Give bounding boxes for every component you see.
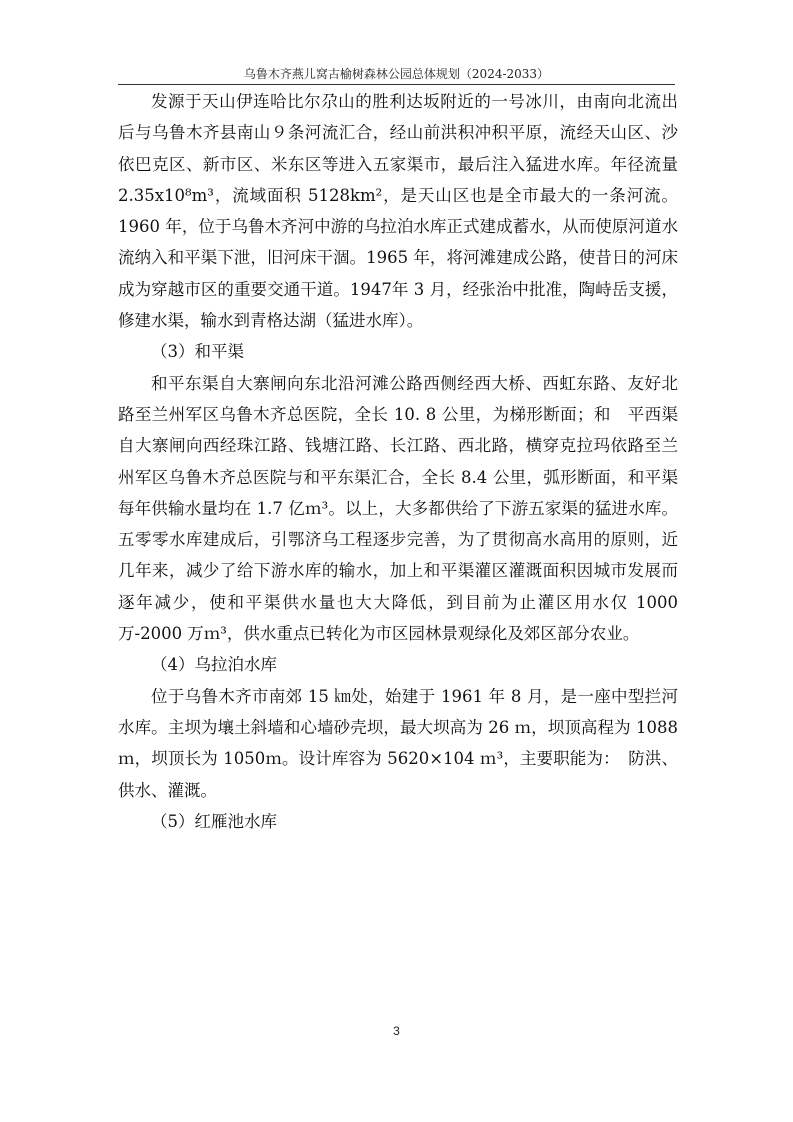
section-heading-heping-canal: （3）和平渠	[151, 342, 244, 362]
body-text	[118, 86, 678, 837]
paragraph-wulabo-reservoir: 位于乌鲁木齐市南郊 15 ㎞处，始建于 1961 年 8 月，是一座中型拦河水库。主坝为壤土斜墙和心墙砂壳坝，最大坝高为 26 ｍ，坝顶高程为 1088 ｍ，坝顶长为 1050ｍ。设计库容为 5620×104 ｍ³，主要职能为： 防洪、供水、灌溉。	[118, 686, 678, 800]
section-heading-wulabo-reservoir: （4）乌拉泊水库	[151, 655, 277, 675]
running-header: 乌鲁木齐燕儿窝古榆树森林公园总体规划（2024-2033）	[243, 67, 550, 81]
header-divider	[118, 84, 675, 85]
page-number: 3	[393, 1024, 400, 1038]
section-heading-hongyanchi-reservoir: （5）红雁池水库	[151, 811, 277, 831]
paragraph-river-description: 发源于天山伊连哈比尔尕山的胜利达坂附近的一号冰川，由南向北流出后与乌鲁木齐县南山９条河流汇合，经山前洪积冲积平原，流经天山区、沙依巴克区、新市区、米东区等进入五家渠市，最后注入猛进水库。年径流量 2.35x10⁸m³，流域面积 5128km²，是天山区也是全市最大的一条河流。1960 年，位于乌鲁木齐河中游的乌拉泊水库正式建成蓄水，从而使原河道水流纳入和平渠下泄，旧河床干涸。1965 年，将河滩建成公路，使昔日的河床成为穿越市区的重要交通干道。1947年 3 月，经张治中批准，陶峙岳支援，修建水渠，输水到青格达湖（猛进水库）。	[118, 92, 678, 331]
paragraph-heping-canal: 和平东渠自大寨闸向东北沿河滩公路西侧经西大桥、西虹东路、友好北路至兰州军区乌鲁木齐总医院，全长 10. 8 公里，为梯形断面；和 平西渠自大寨闸向西经珠江路、钱塘江路、长江路、西北路，横穿克拉玛依路至兰州军区乌鲁木齐总医院与和平东渠汇合，全长 8.4 公里，弧形断面，和平渠每年供输水量均在 1.7 亿ｍ³。以上，大多都供给了下游五家渠的猛进水库。五零零水库建成后，引鄂济乌工程逐步完善，为了贯彻高水高用的原则，近几年来，减少了给下游水库的输水，加上和平渠灌区灌溉面积因城市发展而逐年减少，使和平渠供水量也大大降低，到目前为止灌区用水仅 1000 万-2000 万ｍ³，供水重点已转化为市区园林景观绿化及郊区部分农业。	[118, 373, 678, 644]
